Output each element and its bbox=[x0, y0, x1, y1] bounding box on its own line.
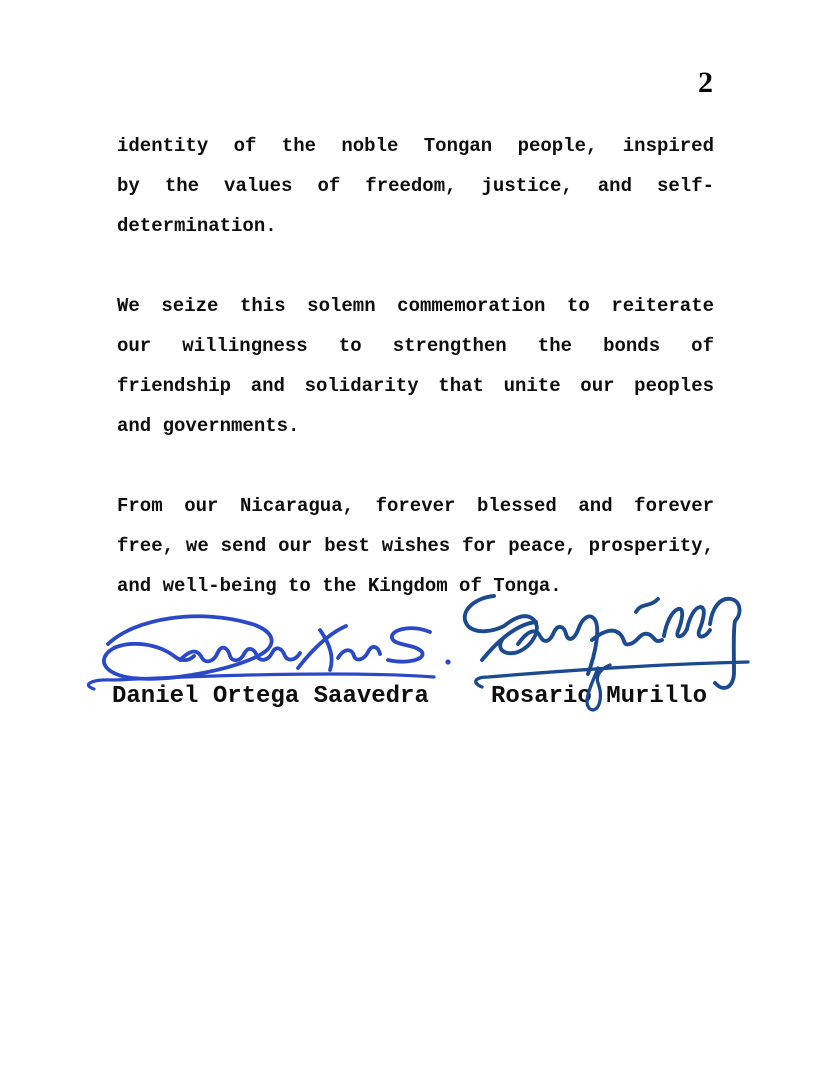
text-line: determination. bbox=[117, 215, 277, 237]
text-line: identity of the noble Tongan people, inspired bbox=[117, 135, 714, 157]
daniel-ortega-signature bbox=[80, 598, 460, 693]
signatory-name: Daniel Ortega Saavedra bbox=[112, 683, 429, 710]
page-number: 2 bbox=[698, 66, 713, 99]
paragraph bbox=[117, 126, 714, 246]
text-line: our willingness to strengthen the bonds of bbox=[117, 335, 714, 357]
text-line: and governments. bbox=[117, 415, 300, 437]
text-line: friendship and solidarity that unite our peoples bbox=[117, 375, 714, 397]
text-line: by the values of freedom, justice, and self- bbox=[117, 175, 714, 197]
signatory-name: Rosario Murillo bbox=[491, 683, 708, 710]
signature-strokes bbox=[88, 616, 450, 689]
text-line: We seize this solemn commemoration to reiterate bbox=[117, 295, 714, 317]
text-line: and well-being to the Kingdom of Tonga. bbox=[117, 575, 562, 597]
text-line: From our Nicaragua, forever blessed and forever bbox=[117, 495, 714, 517]
letter-body bbox=[117, 126, 714, 606]
text-line: free, we send our best wishes for peace, prosperity, bbox=[117, 535, 714, 557]
signature-strokes bbox=[465, 596, 748, 710]
rosario-murillo-signature bbox=[452, 588, 764, 718]
paragraph bbox=[117, 286, 714, 446]
